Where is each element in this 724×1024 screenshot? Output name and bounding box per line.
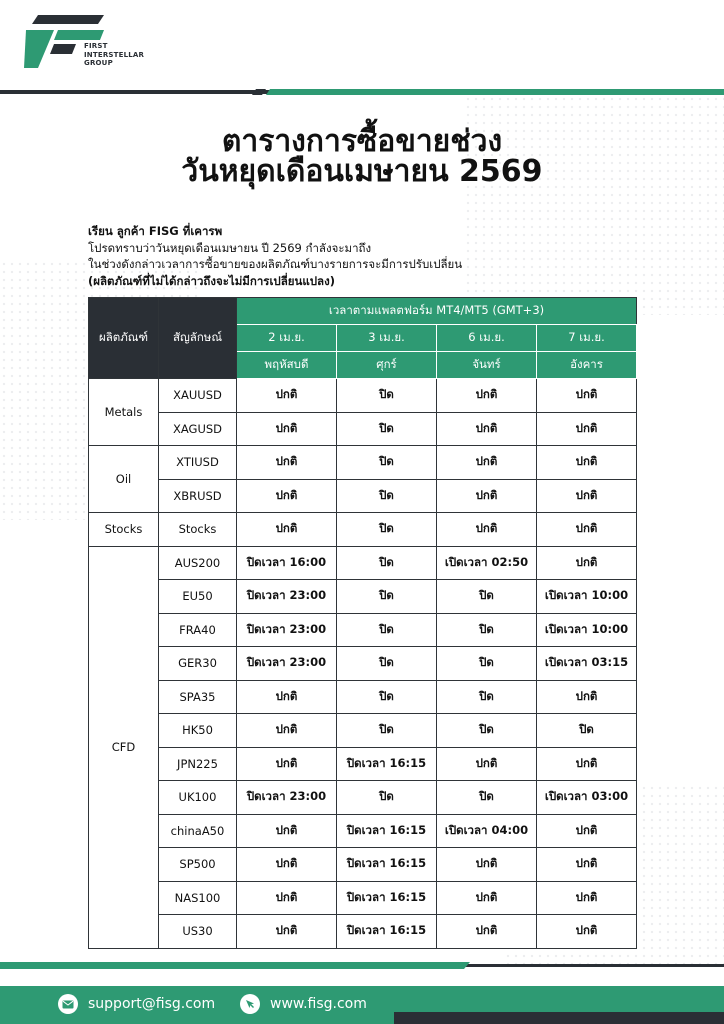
symbol-cell: chinaA50	[159, 814, 237, 848]
table-row	[89, 613, 637, 647]
symbol-cell: UK100	[159, 781, 237, 815]
category-cell: Stocks	[89, 513, 159, 547]
table-row	[89, 479, 637, 513]
schedule-cell: เปิดเวลา 03:15	[537, 647, 637, 681]
table-row	[89, 546, 637, 580]
brand-name: FIRST INTERSTELLAR GROUP	[84, 42, 145, 67]
schedule-cell: ปิด	[437, 781, 537, 815]
header-date: 7 เม.ย.	[537, 325, 637, 352]
table-row	[89, 647, 637, 681]
schedule-cell: เปิดเวลา 10:00	[537, 580, 637, 614]
schedule-cell: ปกติ	[237, 680, 337, 714]
trading-schedule-table	[88, 297, 637, 949]
intro-text	[88, 223, 648, 289]
schedule-cell: ปิด	[337, 513, 437, 547]
schedule-cell: ปิด	[337, 714, 437, 748]
schedule-cell: ปิดเวลา 16:15	[337, 881, 437, 915]
table-row	[89, 848, 637, 882]
symbol-cell: US30	[159, 915, 237, 949]
category-cell: Oil	[89, 446, 159, 513]
intro-line-2: ในช่วงดังกล่าวเวลาการซื้อขายของผลิตภัณฑ์บางรายการจะมีการปรับเปลี่ยน	[88, 257, 463, 271]
header-day: พฤหัสบดี	[237, 352, 337, 379]
schedule-cell: ปิด	[537, 714, 637, 748]
symbol-cell: XAUUSD	[159, 379, 237, 413]
schedule-cell: เปิดเวลา 02:50	[437, 546, 537, 580]
schedule-cell: ปิด	[437, 714, 537, 748]
schedule-cell: ปิดเวลา 23:00	[237, 580, 337, 614]
schedule-cell: ปิด	[337, 613, 437, 647]
schedule-cell: ปกติ	[237, 814, 337, 848]
table-row	[89, 781, 637, 815]
table-row	[89, 680, 637, 714]
header-day: อังคาร	[537, 352, 637, 379]
website-link[interactable]: www.fisg.com	[270, 996, 367, 1012]
symbol-cell: GER30	[159, 647, 237, 681]
table-row	[89, 814, 637, 848]
footer-dark-accent	[394, 1012, 724, 1024]
schedule-cell: ปกติ	[537, 379, 637, 413]
schedule-cell: ปกติ	[537, 814, 637, 848]
schedule-cell: ปิด	[337, 680, 437, 714]
table-row	[89, 580, 637, 614]
table-row	[89, 915, 637, 949]
schedule-cell: ปกติ	[437, 513, 537, 547]
schedule-cell: ปกติ	[437, 446, 537, 480]
intro-line-1: โปรดทราบว่าวันหยุดเดือนเมษายน ปี 2569 กำลังจะมาถึง	[88, 240, 372, 255]
schedule-cell: ปกติ	[237, 714, 337, 748]
schedule-cell: ปิดเวลา 16:15	[337, 747, 437, 781]
schedule-cell: ปิดเวลา 16:15	[337, 915, 437, 949]
header-symbol: สัญลักษณ์	[159, 298, 237, 379]
schedule-cell: ปกติ	[237, 412, 337, 446]
schedule-cell: ปกติ	[237, 915, 337, 949]
mail-icon	[58, 994, 78, 1014]
schedule-cell: ปิดเวลา 16:15	[337, 848, 437, 882]
symbol-cell: NAS100	[159, 881, 237, 915]
schedule-cell: ปิด	[437, 647, 537, 681]
schedule-cell: ปิดเวลา 23:00	[237, 781, 337, 815]
schedule-cell: ปกติ	[537, 915, 637, 949]
schedule-cell: ปกติ	[537, 881, 637, 915]
table-row	[89, 714, 637, 748]
table-row	[89, 379, 637, 413]
category-cell: CFD	[89, 546, 159, 948]
header-date: 6 เม.ย.	[437, 325, 537, 352]
schedule-cell: ปิดเวลา 23:00	[237, 613, 337, 647]
symbol-cell: XTIUSD	[159, 446, 237, 480]
schedule-cell: ปกติ	[537, 546, 637, 580]
symbol-cell: XBRUSD	[159, 479, 237, 513]
header-day: จันทร์	[437, 352, 537, 379]
schedule-cell: ปิด	[437, 613, 537, 647]
schedule-cell: ปิดเวลา 23:00	[237, 647, 337, 681]
schedule-cell: ปิด	[337, 446, 437, 480]
schedule-cell: ปกติ	[237, 479, 337, 513]
schedule-cell: ปกติ	[537, 848, 637, 882]
schedule-cell: ปกติ	[437, 848, 537, 882]
header-product: ผลิตภัณฑ์	[89, 298, 159, 379]
symbol-cell: EU50	[159, 580, 237, 614]
schedule-cell: ปกติ	[537, 412, 637, 446]
header-stripe-decoration	[0, 86, 724, 100]
header-day: ศุกร์	[337, 352, 437, 379]
schedule-cell: ปกติ	[437, 881, 537, 915]
footer-website[interactable]	[240, 994, 367, 1014]
schedule-cell: ปกติ	[237, 881, 337, 915]
schedule-cell: ปกติ	[437, 379, 537, 413]
schedule-cell: ปกติ	[437, 412, 537, 446]
symbol-cell: SP500	[159, 848, 237, 882]
symbol-cell: FRA40	[159, 613, 237, 647]
table-row	[89, 446, 637, 480]
schedule-cell: ปิด	[437, 680, 537, 714]
schedule-cell: ปกติ	[237, 379, 337, 413]
page-title-line-2: วันหยุดเดือนเมษายน 2569	[181, 154, 543, 189]
schedule-cell: ปิด	[337, 412, 437, 446]
schedule-cell: ปิด	[437, 580, 537, 614]
symbol-cell: SPA35	[159, 680, 237, 714]
schedule-cell: ปิด	[337, 546, 437, 580]
schedule-cell: ปกติ	[237, 446, 337, 480]
header-date: 3 เม.ย.	[337, 325, 437, 352]
symbol-cell: JPN225	[159, 747, 237, 781]
greeting: เรียน ลูกค้า FISG ที่เคารพ	[88, 224, 223, 238]
symbol-cell: AUS200	[159, 546, 237, 580]
schedule-cell: ปกติ	[437, 915, 537, 949]
schedule-cell: ปิด	[337, 580, 437, 614]
schedule-cell: ปกติ	[537, 680, 637, 714]
email-link[interactable]: support@fisg.com	[88, 996, 216, 1012]
schedule-cell: ปกติ	[437, 747, 537, 781]
schedule-cell: ปกติ	[237, 848, 337, 882]
schedule-cell: ปกติ	[237, 513, 337, 547]
schedule-cell: ปิด	[337, 781, 437, 815]
table-row	[89, 513, 637, 547]
table-row	[89, 747, 637, 781]
page-title-line-1: ตารางการซื้อขายช่วง	[221, 124, 503, 159]
table-row	[89, 412, 637, 446]
schedule-cell: ปิด	[337, 647, 437, 681]
schedule-cell: เปิดเวลา 10:00	[537, 613, 637, 647]
symbol-cell: HK50	[159, 714, 237, 748]
table-row	[89, 881, 637, 915]
intro-note: (ผลิตภัณฑ์ที่ไม่ได้กล่าวถึงจะไม่มีการเปลี่ยนแปลง)	[88, 273, 335, 288]
schedule-cell: เปิดเวลา 03:00	[537, 781, 637, 815]
schedule-cell: ปกติ	[537, 479, 637, 513]
symbol-cell: XAGUSD	[159, 412, 237, 446]
footer-email[interactable]	[58, 994, 215, 1014]
schedule-cell: ปกติ	[237, 747, 337, 781]
schedule-cell: ปกติ	[537, 513, 637, 547]
symbol-cell: Stocks	[159, 513, 237, 547]
cursor-icon	[240, 994, 260, 1014]
schedule-cell: เปิดเวลา 04:00	[437, 814, 537, 848]
category-cell: Metals	[89, 379, 159, 446]
schedule-cell: ปกติ	[437, 479, 537, 513]
header-platform-time: เวลาตามแพลตฟอร์ม MT4/MT5 (GMT+3)	[237, 298, 637, 325]
footer-stripe-decoration	[0, 958, 724, 970]
schedule-cell: ปิด	[337, 379, 437, 413]
schedule-cell: ปิดเวลา 16:15	[337, 814, 437, 848]
header-date: 2 เม.ย.	[237, 325, 337, 352]
schedule-cell: ปกติ	[537, 747, 637, 781]
schedule-cell: ปิดเวลา 16:00	[237, 546, 337, 580]
schedule-cell: ปกติ	[537, 446, 637, 480]
schedule-cell: ปิด	[337, 479, 437, 513]
